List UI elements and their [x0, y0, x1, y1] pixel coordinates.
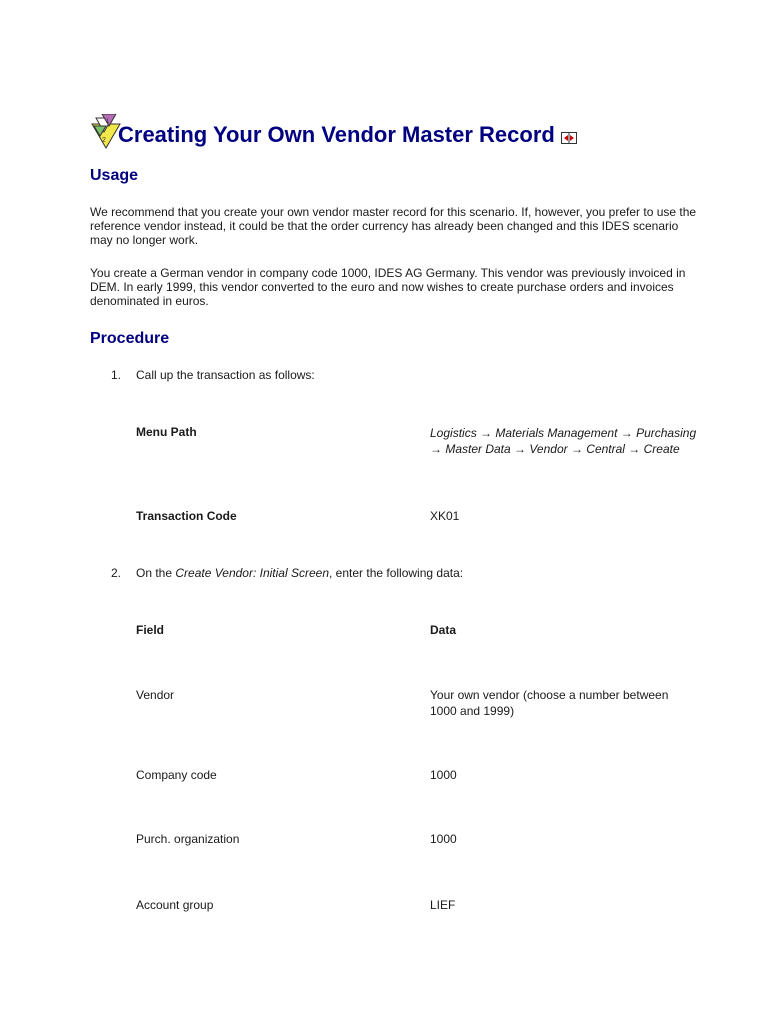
screen-name: Create Vendor: Initial Screen [175, 566, 329, 580]
table-row-account-group-data: LIEF [430, 898, 456, 912]
table-row-purch-org-data: 1000 [430, 832, 457, 846]
page-title: Creating Your Own Vendor Master Record [118, 122, 555, 147]
step-text: Call up the transaction as follows: [136, 368, 315, 382]
table-row-account-group-field: Account group [136, 898, 214, 912]
usage-paragraph-1: We recommend that you create your own vendor master record for this scenario. If, however, you prefer to use the reference vendor instead, it could be that the order currency has already been changed and this IDES scenario may no longer work. [90, 205, 697, 247]
step-text [136, 566, 463, 580]
step-number: 2. [111, 566, 122, 580]
usage-heading: Usage [90, 167, 139, 184]
menu-path-label: Menu Path [136, 425, 197, 439]
expand-box-icon[interactable] [561, 132, 577, 144]
svg-text:1: 1 [106, 119, 110, 125]
transaction-code-value: XK01 [430, 509, 460, 523]
title-row [90, 108, 577, 148]
usage-paragraph-2: You create a German vendor in company code 1000, IDES AG Germany. This vendor was previously invoiced in DEM. In early 1999, this vendor converted to the euro and now wishes to create purchase orders and invoices denominated in euros. [90, 266, 686, 308]
table-row-vendor-field: Vendor [136, 688, 175, 702]
step-number: 1. [111, 368, 122, 382]
table-row-company-code-data: 1000 [430, 768, 457, 782]
table-row-purch-org-field: Purch. organization [136, 832, 240, 846]
menu-path-line-2: → Master Data → Vendor → Central → Create [430, 442, 680, 456]
table-header-field: Field [136, 623, 165, 637]
menu-path-line-1: Logistics → Materials Management → Purchasing [430, 426, 697, 440]
step-text-prefix: On the [136, 566, 176, 580]
process-triangle-icon [90, 114, 122, 150]
step-text-suffix: , enter the following data: [329, 566, 464, 580]
vendor-data-line-1: Your own vendor (choose a number between [430, 688, 669, 702]
table-row-vendor-data [430, 687, 730, 719]
table-header-data: Data [430, 623, 457, 637]
svg-text:2: 2 [102, 137, 106, 144]
transaction-code-label: Transaction Code [136, 509, 237, 523]
table-row-company-code-field: Company code [136, 768, 217, 782]
menu-path-value [430, 425, 730, 457]
procedure-heading: Procedure [90, 330, 170, 347]
vendor-data-line-2: 1000 and 1999) [430, 704, 515, 718]
